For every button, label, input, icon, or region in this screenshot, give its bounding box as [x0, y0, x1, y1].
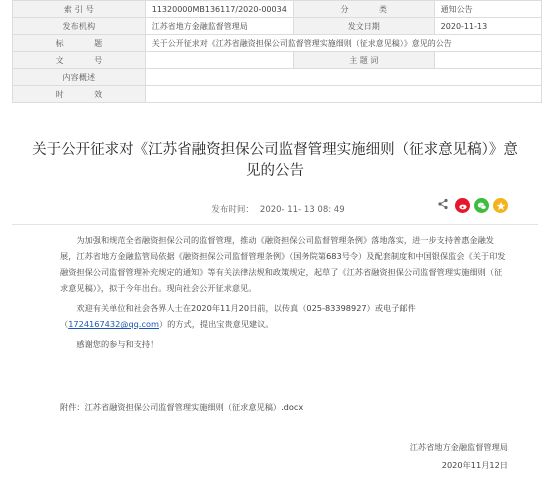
validity-label: 时 效 — [13, 86, 146, 103]
summary-value — [145, 69, 541, 86]
org-value: 江苏省地方金融监督管理局 — [145, 18, 293, 35]
title-value: 关于公开征求对《江苏省融资担保公司监督管理实施细则（征求意见稿）》意见的公告 — [145, 35, 541, 52]
signature-org: 江苏省地方金融监督管理局 — [409, 442, 508, 452]
document-meta-table — [12, 0, 542, 103]
share-bar — [437, 198, 508, 213]
publish-label: 发布时间： — [211, 205, 254, 215]
email-link[interactable]: 1724167432@qq.com — [68, 319, 159, 329]
docno-label: 文 号 — [13, 52, 146, 69]
category-value: 通知公告 — [434, 1, 541, 18]
body-paragraph-3: 感谢您的参与和支持！ — [76, 339, 159, 349]
attachment-link[interactable]: 附件：江苏省融资担保公司监督管理实施细则（征求意见稿）.docx — [60, 402, 304, 412]
org-label: 发布机构 — [13, 18, 146, 35]
body-paragraph-1: 为加强和规范全省融资担保公司的监督管理，推动《融资担保公司监督管理条例》落地落实，进一步支持普惠金融发展，江苏省地方金融监管局依据《融资担保公司监督管理条例》（国务院第683号令）及配套制度和中国银保监会《关于印发融资担保公司监督管理补充规定的通知》等有关法律法规和政策规定，起草了《江苏省融资担保公司监督管理实施细则（征求意见稿）》，拟于今年出台。现向社会公开征求意见。 — [60, 235, 506, 293]
date-value: 2020-11-13 — [434, 18, 541, 35]
index-value: 11320000MB136117/2020-00034 — [145, 1, 293, 18]
weibo-icon[interactable] — [455, 198, 470, 213]
date-label: 发文日期 — [293, 18, 434, 35]
index-label: 索 引 号 — [13, 1, 146, 18]
paragraph-2-text-before: 欢迎有关单位和社会各界人士在2020年11月20日前，以传真（025-83398927）或电子邮件（ — [60, 303, 416, 329]
article-title: 关于公开征求对《江苏省融资担保公司监督管理实施细则（征求意见稿）》意见的公告 — [32, 142, 518, 179]
article-body — [60, 232, 508, 356]
wechat-icon[interactable] — [474, 198, 489, 213]
share-icon[interactable] — [437, 198, 449, 213]
title-label: 标 题 — [13, 35, 146, 52]
title-divider — [12, 224, 538, 225]
summary-label: 内容概述 — [13, 69, 146, 86]
keyword-value — [434, 52, 541, 69]
keyword-label: 主 题 词 — [293, 52, 434, 69]
publish-time: 2020- 11- 13 08: 49 — [259, 205, 345, 215]
qzone-icon[interactable] — [493, 198, 508, 213]
body-paragraph-2 — [60, 300, 508, 332]
paragraph-2-text-after: ）的方式，提出宝贵意见建议。 — [158, 319, 274, 329]
signature-date: 2020年11月12日 — [441, 460, 508, 470]
category-label: 分 类 — [293, 1, 434, 18]
docno-value — [145, 52, 293, 69]
validity-value — [145, 86, 541, 103]
